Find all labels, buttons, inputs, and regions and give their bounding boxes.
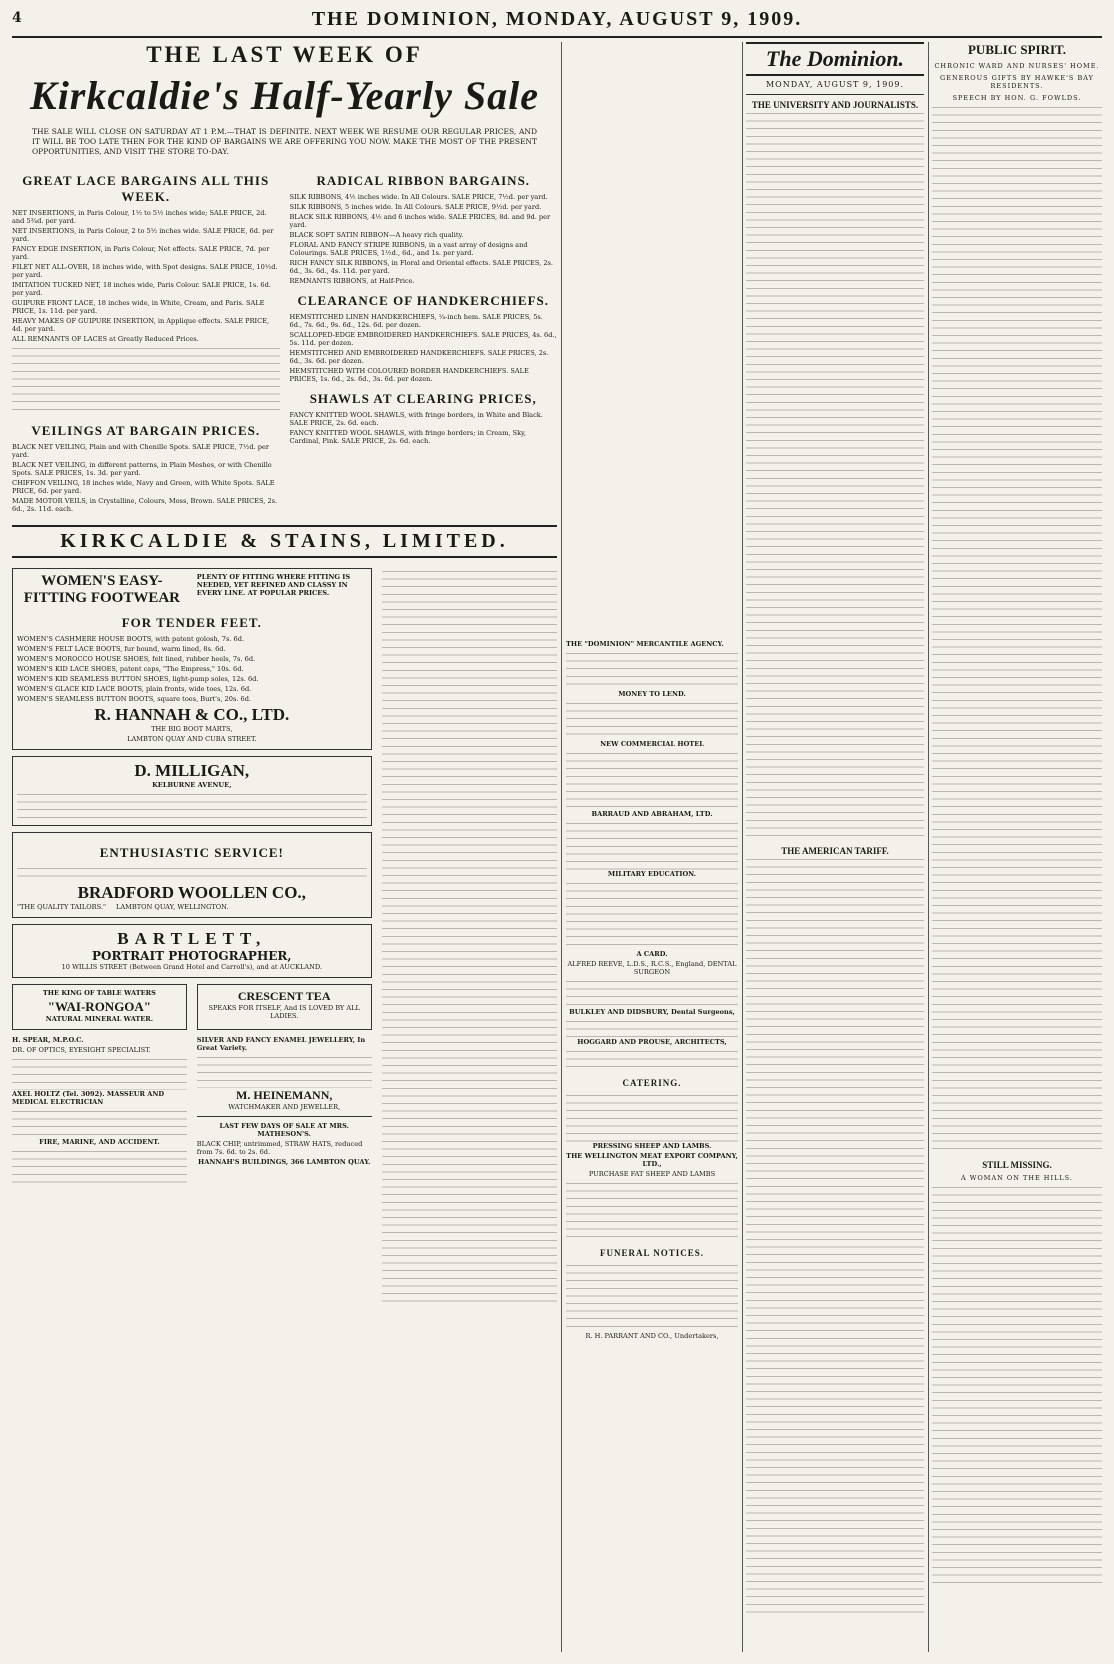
veil-item: MADE MOTOR VEILS, in Crystalline, Colours, Moss, Brown. SALE PRICES, 2s. 6d., 2s. 11d. each. bbox=[12, 497, 278, 513]
footwear-item: WOMEN'S CASHMERE HOUSE BOOTS, with patent golosh, 7s. 6d. bbox=[17, 635, 245, 643]
milligan-copy bbox=[17, 791, 367, 821]
missing-article bbox=[932, 1184, 1102, 1584]
money-copy bbox=[566, 700, 738, 740]
hannah-address: LAMBTON QUAY AND CUBA STREET. bbox=[127, 735, 257, 743]
sale-columns bbox=[12, 165, 557, 515]
editorial-column bbox=[746, 42, 924, 1652]
footwear-subheading: FOR TENDER FEET. bbox=[121, 615, 262, 630]
handkerchief-heading: CLEARANCE OF HANDKERCHIEFS. bbox=[297, 293, 549, 308]
footwear-item: WOMEN'S MOROCCO HOUSE SHOES, felt lined, rubber heels, 7s. 6d. bbox=[17, 655, 256, 663]
hannah-name: R. HANNAH & CO., LTD. bbox=[94, 705, 290, 724]
sale-left bbox=[12, 165, 280, 515]
ribbon-item: BLACK SOFT SATIN RIBBON—A heavy rich quality. bbox=[289, 231, 464, 239]
milligan-ad bbox=[12, 756, 372, 826]
alfred-reeve: ALFRED REEVE, L.D.S., R.C.S., England, DENTAL SURGEON bbox=[567, 960, 737, 976]
column-rule bbox=[928, 42, 929, 1652]
lace-item: FANCY EDGE INSERTION, in Paris Colour, Net effects. SALE PRICE, 7d. per yard. bbox=[12, 245, 270, 261]
classified-column-2 bbox=[566, 640, 738, 1652]
masthead bbox=[12, 6, 1102, 38]
handkerchief-item: SCALLOPED-EDGE EMBROIDERED HANDKERCHIEFS. SALE PRICES, 4s. 6d., 5s. 11d. per dozen. bbox=[289, 331, 557, 347]
bartlett-address: 10 WILLIS STREET (Between Grand Hotel and Carroll's), and at AUCKLAND. bbox=[61, 963, 323, 971]
military-copy bbox=[566, 880, 738, 950]
crescent-ad bbox=[197, 984, 372, 1030]
ribbon-heading: RADICAL RIBBON BARGAINS. bbox=[316, 173, 531, 188]
commercial-hotel: NEW COMMERCIAL HOTEL bbox=[600, 740, 704, 748]
hannah-sub: THE BIG BOOT MARTS, bbox=[151, 725, 233, 733]
lace-item: IMITATION TUCKED NET, 18 inches wide, Paris Colour. SALE PRICE, 1s. 6d. per yard. bbox=[12, 281, 271, 297]
bradford-address: LAMBTON QUAY, WELLINGTON. bbox=[116, 903, 229, 911]
funeral-copy bbox=[566, 1262, 738, 1332]
still-missing-heading: STILL MISSING. bbox=[982, 1160, 1052, 1170]
footwear-item: WOMEN'S KID SEAMLESS BUTTON SHOES, light-pump soles, 12s. 6d. bbox=[17, 675, 259, 683]
meat-export: THE WELLINGTON MEAT EXPORT COMPANY, LTD., bbox=[566, 1152, 738, 1168]
barraud-copy bbox=[566, 820, 738, 870]
sale-title: THE LAST WEEK OF bbox=[146, 42, 423, 67]
bartlett-sub: PORTRAIT PHOTOGRAPHER, bbox=[92, 949, 292, 963]
bradford-name: BRADFORD WOOLLEN CO., bbox=[77, 883, 306, 902]
bottom-left bbox=[12, 1036, 187, 1188]
lace-item: NET INSERTIONS, in Paris Colour, 1½ to 5½ inches wide; SALE PRICE, 2d. and 5¾d. per yard. bbox=[12, 209, 267, 225]
lace-item: NET INSERTIONS, in Paris Colour, 2 to 5½ inches wide. SALE PRICE, 6d. per yard. bbox=[12, 227, 274, 243]
lower-left-ads bbox=[12, 568, 372, 1308]
handkerchief-item: HEMSTITCHED WITH COLOURED BORDER HANDKERCHIEFS. SALE PRICES, 1s. 6d., 2s. 6d., 3s. 6d. per dozen. bbox=[289, 367, 529, 383]
public-spirit-article bbox=[932, 104, 1102, 1154]
fire-insurance: FIRE, MARINE, AND ACCIDENT. bbox=[39, 1138, 160, 1146]
masseur: AXEL HOLTZ (Tel. 3092). MASSEUR AND MEDICAL ELECTRICIAN bbox=[12, 1090, 165, 1106]
hats: BLACK CHIP, untrimmed, STRAW HATS, reduced from 7s. 6d. to 2s. 6d. bbox=[196, 1140, 363, 1156]
tariff-article bbox=[746, 856, 924, 1616]
public-spirit-heading: PUBLIC SPIRIT. bbox=[967, 42, 1066, 57]
military-education: MILITARY EDUCATION. bbox=[607, 870, 697, 878]
ribbon-item: FLORAL AND FANCY STRIPE RIBBONS, in a vast array of designs and Colourings. SALE PRICES, 1½d., 6d., and 1s. per yard. bbox=[289, 241, 528, 257]
ribbon-item: BLACK SILK RIBBONS, 4½ and 6 inches wide. SALE PRICES, 8d. and 9d. per yard. bbox=[289, 213, 551, 229]
architect-copy bbox=[566, 1048, 738, 1070]
hotel-copy bbox=[566, 750, 738, 810]
lace-heading: GREAT LACE BARGAINS ALL THIS WEEK. bbox=[22, 173, 270, 204]
mercantile-agency: THE "DOMINION" MERCANTILE AGENCY. bbox=[566, 640, 724, 648]
crescent-sub: SPEAKS FOR ITSELF, And IS LOVED BY ALL LADIES. bbox=[208, 1004, 360, 1020]
editorial-date: MONDAY, AUGUST 9, 1909. bbox=[765, 80, 905, 89]
news-column bbox=[932, 42, 1102, 1652]
dominion-masthead: The Dominion. bbox=[746, 42, 924, 76]
university-article bbox=[746, 110, 924, 840]
sale-script-title: Kirkcaldie's Half-Yearly Sale bbox=[30, 73, 539, 118]
water-king: THE KING OF TABLE WATERS bbox=[42, 989, 156, 997]
footwear-item: WOMEN'S GLACE KID LACE BOOTS, plain fronts, wide toes, 12s. 6d. bbox=[17, 685, 252, 693]
footwear-tagline: PLENTY OF FITTING WHERE FITTING IS NEEDED, YET REFINED AND CLASSY IN EVERY LINE. AT POPULAR PRICES. bbox=[196, 573, 351, 597]
bartlett-name: BARTLETT, bbox=[117, 929, 267, 948]
sale-intro: THE SALE WILL CLOSE ON SATURDAY AT 1 P.M.—THAT IS DEFINITE. NEXT WEEK WE RESUME OUR REGULAR PRICES, AND IT WILL BE TOO LATE THEN FOR THE KIND OF BARGAINS WE ARE OFFERING YOU NOW. MAKE THE MOST OF THE PRESENT OPPORTUNITIES, AND VISIT THE STORE TO-DAY. bbox=[32, 127, 537, 156]
bradford-copy bbox=[17, 865, 367, 883]
handkerchief-item: HEMSTITCHED AND EMBROIDERED HANDKERCHIEFS. SALE PRICES, 2s. 6d., 3s. 6d. per dozen. bbox=[289, 349, 549, 365]
jewellery-copy bbox=[197, 1054, 372, 1088]
card-heading: A CARD. bbox=[636, 950, 668, 958]
silver-jewellery: SILVER AND FANCY ENAMEL JEWELLERY, In Great Variety. bbox=[196, 1036, 366, 1052]
bartlett-ad bbox=[12, 924, 372, 978]
bradford-sub: "THE QUALITY TAILORS." bbox=[17, 903, 107, 911]
lace-item: ALL REMNANTS OF LACES at Greatly Reduced Prices. bbox=[12, 335, 199, 343]
generous-gifts: GENEROUS GIFTS BY HAWKE'S BAY RESIDENTS. bbox=[940, 74, 1094, 90]
shawl-item: FANCY KNITTED WOOL SHAWLS, with fringe borders, in White and Black. SALE PRICE, 2s. 6d. each. bbox=[289, 411, 543, 427]
kirkcaldie-banner: KIRKCALDIE & STAINS, LIMITED. bbox=[12, 525, 557, 558]
funeral-heading: FUNERAL NOTICES. bbox=[599, 1248, 705, 1258]
small-ads bbox=[12, 984, 372, 1036]
footwear-ad bbox=[12, 568, 372, 750]
lace-item: GUIPURE FRONT LACE, 18 inches wide, in White, Cream, and Paris. SALE PRICE, 1s. 11d. per yard. bbox=[12, 299, 265, 315]
masseur-copy bbox=[12, 1108, 187, 1138]
crescent-name: CRESCENT TEA bbox=[237, 989, 331, 1003]
handkerchief-item: HEMSTITCHED LINEN HANDKERCHIEFS, ¼-inch hem. SALE PRICES, 5s. 6d., 7s. 6d., 9s. 6d., 12s. 6d. per dozen. bbox=[289, 313, 543, 329]
water-name: "WAI-RONGOA" bbox=[47, 999, 152, 1014]
shawl-heading: SHAWLS AT CLEARING PRICES, bbox=[309, 391, 537, 406]
last-days: LAST FEW DAYS OF SALE AT MRS. MATHESON'S. bbox=[219, 1122, 349, 1138]
chronic-ward: CHRONIC WARD AND NURSES' HOME. bbox=[934, 62, 1100, 70]
lace-fine-print bbox=[12, 345, 280, 415]
lower-right-ads bbox=[382, 568, 557, 1308]
column-rule bbox=[561, 42, 562, 1652]
lace-item: FILET NET ALL-OVER, 18 inches wide, with Spot designs. SALE PRICE, 10½d. per yard. bbox=[12, 263, 278, 279]
water-type: NATURAL MINERAL WATER. bbox=[45, 1015, 154, 1023]
spear-sub: DR. OF OPTICS, EYESIGHT SPECIALIST. bbox=[12, 1046, 151, 1054]
ribbon-item: SILK RIBBONS, 5 inches wide. In All Colours. SALE PRICE, 9½d. per yard. bbox=[289, 203, 542, 211]
footwear-item: WOMEN'S KID LACE SHOES, patent caps, "The Empress," 10s. 6d. bbox=[17, 665, 244, 673]
bottom-ads bbox=[12, 1036, 372, 1188]
shawl-item: FANCY KNITTED WOOL SHAWLS, with fringe borders; in Cream, Sky, Cardinal, Pink. SALE PRICE, 2s. 6d. each. bbox=[289, 429, 527, 445]
page-number: 4 bbox=[12, 10, 22, 26]
purchase-sheep: PURCHASE FAT SHEEP AND LAMBS bbox=[588, 1170, 716, 1178]
tariff-heading: THE AMERICAN TARIFF. bbox=[781, 846, 889, 856]
ribbon-item: RICH FANCY SILK RIBBONS, in Floral and Oriental effects. SALE PRICES, 2s. 6d., 3s. 6d., 4s. 11d. per yard. bbox=[289, 259, 554, 275]
pressing-sheep: PRESSING SHEEP AND LAMBS. bbox=[592, 1142, 712, 1150]
lower-ads bbox=[12, 568, 557, 1308]
spear-name: H. SPEAR, M.P.O.C. bbox=[12, 1036, 84, 1044]
footwear-item: WOMEN'S SEAMLESS BUTTON BOOTS, square toes, Burt's, 20s. 6d. bbox=[17, 695, 252, 703]
veil-item: BLACK NET VEILING, Plain and with Chenille Spots. SALE PRICE, 7½d. per yard. bbox=[12, 443, 270, 459]
catering-heading: CATERING. bbox=[622, 1078, 682, 1088]
meat-copy bbox=[566, 1180, 738, 1240]
hannahs-buildings: HANNAH'S BUILDINGS, 366 LAMBTON QUAY. bbox=[198, 1158, 371, 1166]
sale-right bbox=[290, 165, 558, 515]
bulkley-copy bbox=[566, 1018, 738, 1038]
bottom-right bbox=[197, 1036, 372, 1188]
money-to-lend: MONEY TO LEND. bbox=[618, 690, 686, 698]
milligan-sub: KELBURNE AVENUE, bbox=[152, 781, 232, 789]
insurance-copy bbox=[12, 1148, 187, 1188]
ribbon-item: SILK RIBBONS, 4½ inches wide. In All Colours. SALE PRICE, 7½d. per yard. bbox=[289, 193, 548, 201]
column-rule bbox=[742, 42, 743, 1652]
bradford-ad bbox=[12, 832, 372, 918]
dentist-copy bbox=[566, 978, 738, 1008]
spear-copy bbox=[12, 1056, 187, 1090]
page-title: THE DOMINION, MONDAY, AUGUST 9, 1909. bbox=[311, 8, 803, 30]
footwear-item: WOMEN'S FELT LACE BOOTS, fur bound, warm lined, 8s. 6d. bbox=[17, 645, 226, 653]
hoggard-prouse: HOGGARD AND PROUSE, ARCHITECTS, bbox=[577, 1038, 727, 1046]
milligan-name: D. MILLIGAN, bbox=[134, 761, 250, 780]
enthusiastic-heading: ENTHUSIASTIC SERVICE! bbox=[99, 845, 284, 860]
lace-item: HEAVY MAKES OF GUIPURE INSERTION, in Applique effects. SALE PRICE, 4d. per yard. bbox=[12, 317, 270, 333]
university-heading: THE UNIVERSITY AND JOURNALISTS. bbox=[751, 100, 919, 110]
footwear-heading: WOMEN'S EASY-FITTING FOOTWEAR bbox=[23, 573, 181, 606]
water-ad bbox=[12, 984, 187, 1030]
woman-hills: A WOMAN ON THE HILLS. bbox=[961, 1174, 1073, 1182]
mercantile-copy bbox=[566, 650, 738, 690]
parrant-undertakers: R. H. PARRANT AND CO., Undertakers, bbox=[585, 1332, 719, 1340]
classified-column bbox=[382, 568, 557, 1308]
catering-copy bbox=[566, 1092, 738, 1142]
veil-item: BLACK NET VEILING, in different patterns, in Plain Meshes, or with Chenille Spots. SALE PRICES, 1s. 3d. per yard. bbox=[12, 461, 272, 477]
heinemann-name: M. HEINEMANN, bbox=[236, 1088, 333, 1102]
ribbon-item: REMNANTS RIBBONS, at Half-Price. bbox=[289, 277, 415, 285]
barraud-abraham: BARRAUD AND ABRAHAM, LTD. bbox=[591, 810, 713, 818]
bulkley-didsbury: BULKLEY AND DIDSBURY, Dental Surgeons, bbox=[569, 1008, 735, 1016]
veil-item: CHIFFON VEILING, 18 inches wide, Navy and Green, with White Spots. SALE PRICE, 6d. per yard. bbox=[12, 479, 275, 495]
veiling-heading: VEILINGS AT BARGAIN PRICES. bbox=[31, 423, 261, 438]
speech-heading: SPEECH BY HON. G. FOWLDS. bbox=[952, 94, 1082, 102]
advert-column bbox=[12, 42, 557, 1652]
heinemann-sub: WATCHMAKER AND JEWELLER, bbox=[228, 1103, 341, 1111]
